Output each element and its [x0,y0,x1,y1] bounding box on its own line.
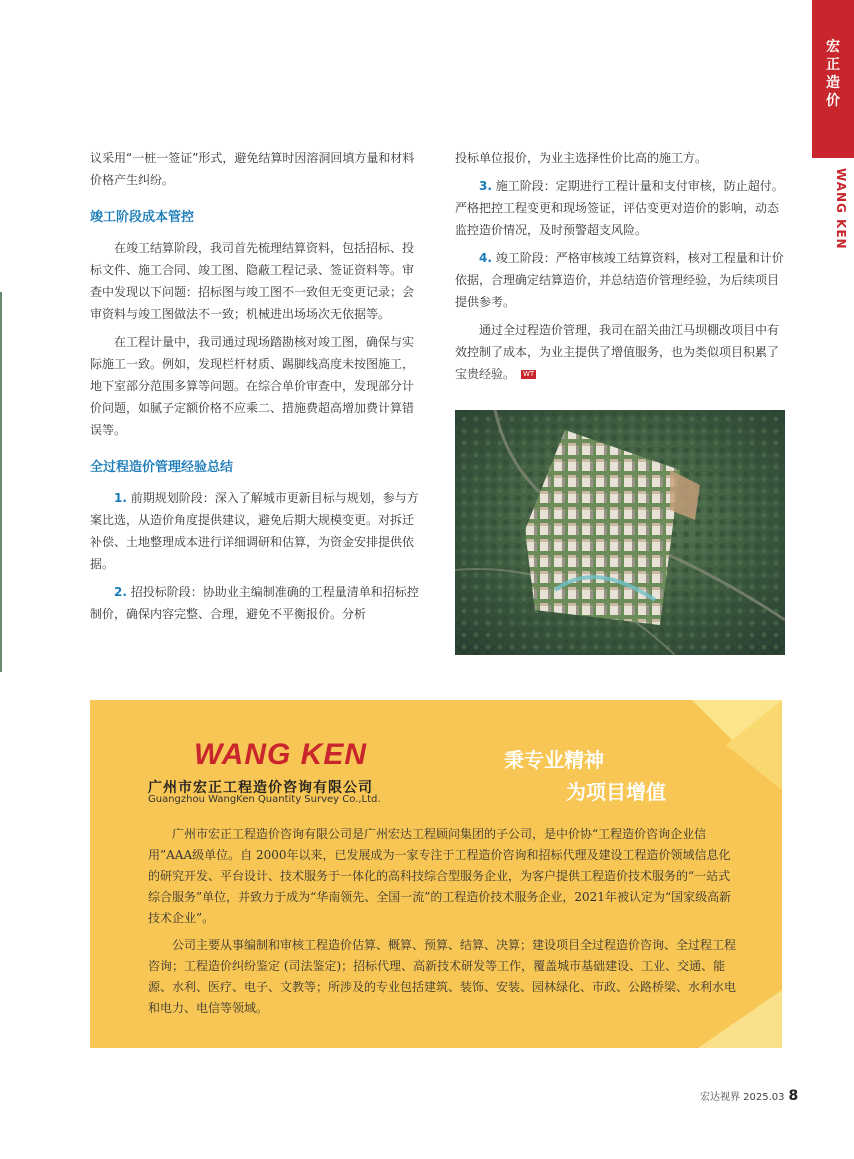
aerial-rendering-photo [455,410,785,655]
list-item [455,175,785,241]
paragraph-text: 通过全过程造价管理，我司在韶关曲江马坝棚改项目中有效控制了成本，为业主提供了增值服务，也为类似项目积累了宝贵经验。 [455,323,780,381]
section-heading: 竣工阶段成本管控 [90,210,195,225]
company-advert [90,700,782,1048]
item-number: 1. [114,491,127,505]
paragraph: 公司主要从事编制和审核工程造价估算、概算、预算、结算、决算；建设项目全过程造价咨询、全过程工程咨询；工程造价纠纷鉴定 (司法鉴定)；招标代理、高新技术研发等工作，覆盖城市基础建设、工业、交通、能源、水利、医疗、电子、文教等；所涉及的专业包括建筑、装饰、安装、园林绿化、市政、公路桥梁、水利水电和电力、电信等领域。 [148,938,737,1015]
paragraph: 议采用“一桩一签证”形式，避免结算时因溶洞回填方量和材料价格产生纠纷。 [90,151,415,187]
company-name-cn: 广州市宏正工程造价咨询有限公司 [148,780,373,796]
side-tab [812,0,854,158]
page-footer [700,1088,798,1104]
left-column [90,147,420,631]
list-item [455,247,785,313]
list-item [90,581,420,625]
item-text: 施工阶段：定期进行工程计量和支付审核，防止超付。严格把控工程变更和现场签证，评估变更对造价的影响，动态监控造价情况，及时预警超支风险。 [455,179,784,237]
right-column [455,147,785,391]
advert-body [148,824,738,1025]
paragraph: 投标单位报价，为业主选择性价比高的施工方。 [455,151,708,165]
section-heading: 全过程造价管理经验总结 [90,460,234,475]
aerial-rendering-illustration [455,410,785,655]
item-text: 招投标阶段：协助业主编制准确的工程量清单和招标控制价，确保内容完整、合理，避免不平衡报价。分析 [90,585,419,621]
slogan-line-2: 为项目增值 [566,780,666,804]
company-logo: WANG KEN [194,738,367,771]
page-number: 8 [788,1088,799,1104]
side-brand-en: WANG KEN [834,168,848,250]
paragraph: 广州市宏正工程造价咨询有限公司是广州宏达工程顾问集团的子公司，是中价协“工程造价咨询企业信用”AAA级单位。自 2000年以来，已发展成为一家专注于工程造价咨询和招标代理及建设工程造价领域信息化的研究开发、平台设计、技术服务于一体化的高科技综合型服务企业，为客户提供工程造价技术服务的“一站式综合服务”单位，并致力于成为“华南领先、全国一流”的工程造价技术服务企业，2021年被认定为“国家级高新技术企业”。 [148,827,732,925]
item-number: 4. [479,251,492,265]
paragraph [455,319,785,385]
end-mark: WT [523,370,535,378]
item-text: 竣工阶段：严格审核竣工结算资料，核对工程量和计价依据，合理确定结算造价，并总结造价管理经验，为后续项目提供参考。 [455,251,784,309]
item-number: 2. [114,585,127,599]
item-text: 前期规划阶段：深入了解城市更新目标与规划，参与方案比选，从造价角度提供建议，避免后期大规模变更。对拆迁补偿、土地整理成本进行详细调研和估算，为资金安排提供依据。 [90,491,419,571]
item-number: 3. [479,179,492,193]
side-tab-title: 宏 正 造 价 [826,39,840,109]
paragraph: 在工程计量中，我司通过现场踏勘核对竣工图，确保与实际施工一致。例如，发现栏杆材质、踢脚线高度未按图施工，地下室部分范围多算等问题。在综合单价审查中，发现部分计价问题，如腻子定额价格不应乘二、措施费超高增加费计算错误等。 [90,335,415,437]
paragraph: 在竣工结算阶段，我司首先梳理结算资料，包括招标、投标文件、施工合同、竣工图、隐蔽工程记录、签证资料等。审查中发现以下问题：招标图与竣工图不一致但无变更记录；会审资料与竣工图做法不一致；机械进出场场次无依据等。 [90,241,415,321]
magazine-issue: 宏达视界 2025.03 [700,1092,785,1103]
left-edge-stripe [0,292,2,672]
list-item [90,487,420,575]
company-name-en: Guangzhou WangKen Quantity Survey Co.,Ltd. [148,794,381,805]
slogan-line-1: 秉专业精神 [504,748,604,772]
